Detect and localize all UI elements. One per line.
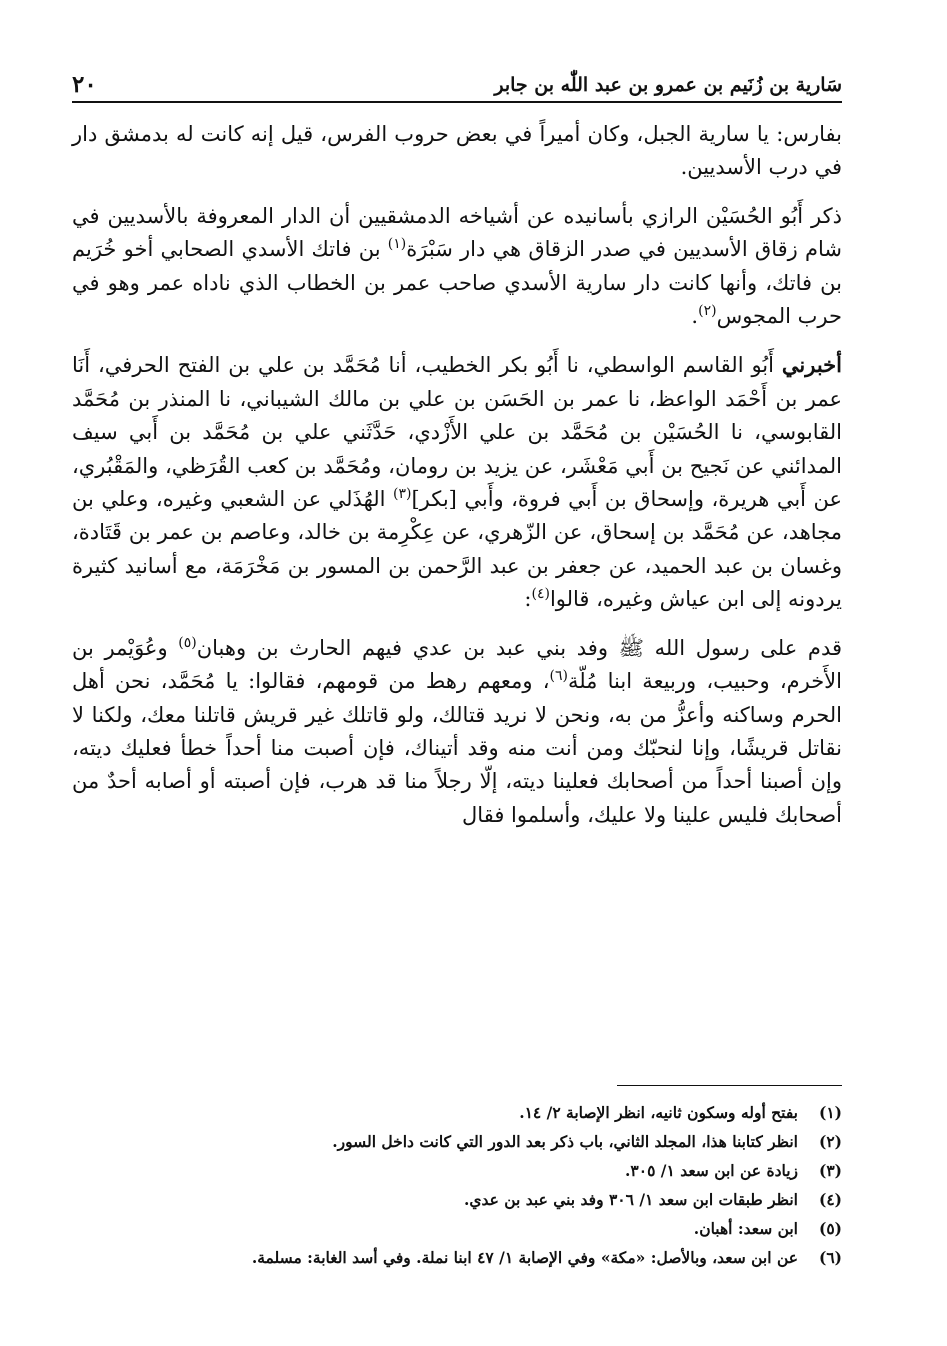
- text-segment: بفارس: يا سارية الجبل، وكان أميراً في بعض حروب الفرس، قيل إنه كانت له بدمشق دار في درب الأسديين.: [72, 122, 842, 180]
- text-segment: ذكر أَبُو الحُسَيْن الرازي بأسانيده عن أشياخه الدمشقيين أن الدار المعروفة بالأسديين في شام زقاق الأسديين في صدر الزقاق هي دار سَبْرَة: [72, 203, 842, 262]
- text-segment: أَبُو القاسم الواسطي، نا أَبُو بكر الخطيب، أنا مُحَمَّد بن علي بن الفتح الحرفي، أَنَا عمر بن أَحْمَد الواعظ، نا عمر بن الحَسَن بن علي بن مالك الشيباني، نا المنذر بن مُحَمَّد القابوسي، نا الحُسَيْن بن مُحَمَّد بن علي الأَزْدي، حَدَّثَني علي بن مُحَمَّد بن أَبي سيف المدائني عن نَجيح بن أَبي مَعْشَر، عن يزيد بن رومان، ومُحَمَّد بن كعب القُرَظي، والمَقْبُري، عن أَبي هريرة، وإسحاق بن أَبي فروة، وأَبي [بكر]: [72, 353, 842, 512]
- footnote-number: (١): [818, 1103, 842, 1122]
- footnote-rule: [617, 1085, 842, 1086]
- text-segment: :: [524, 587, 532, 612]
- footnote-number: (٣): [818, 1161, 842, 1180]
- footnote: [72, 1243, 842, 1272]
- text-segment: وعُوَيْمر بن الأَخرم، وحبيب، وربيعة ابنا مُلّة: [72, 635, 842, 694]
- footnote-text: ابن سعد: أهبان.: [693, 1219, 798, 1238]
- footnote: [72, 1156, 842, 1185]
- footnote-reference: (٦): [549, 668, 568, 685]
- footnote: [72, 1098, 842, 1127]
- main-text: [72, 118, 842, 832]
- footnote-text: عن ابن سعد، وبالأصل: «مكة» وفي الإصابة ١/ ٤٧ ابنا نملة. وفي أسد الغابة: مسلمة.: [251, 1248, 798, 1267]
- running-title: سَارية بن زُنَيم بن عمرو بن عبد اللّٰه بن جابر: [494, 74, 842, 96]
- footnotes: [72, 1098, 842, 1272]
- paragraph-lead-word: أخبرني: [781, 352, 842, 378]
- text-segment: قدم على رسول الله ﷺ وفد بني عبد بن عدي فيهم الحارث بن وهبان: [196, 635, 842, 660]
- header-rule: [72, 101, 842, 103]
- footnote-number: (٦): [818, 1248, 842, 1267]
- footnote: [72, 1127, 842, 1156]
- text-segment: ، ومعهم رهط من قومهم، فقالوا: يا مُحَمَّد، نحن أهل الحرم وساكنه وأعزُّ من به، ونحن لا نريد قتالك، ولو قاتلك غير قريش قاتلنا معك، ولكنا لا نقاتل قريشًا، وإنا لنحبّك ومن أنت منه وقد أتيناك، فإن أصبت منا أحداً خطأ فعليك ديته، وإن أصبنا أحداً من أصحابك فعلينا ديته، إلّا رجلاً منا قد هرب، فإن أصبته أو أصابه أحدٌ من أصحابك فليس علينا ولا عليك، وأسلموا فقال: [72, 669, 842, 827]
- footnote-text: بفتح أوله وسكون ثانيه، انظر الإصابة ٢/ ١٤.: [519, 1103, 798, 1122]
- footnote-reference: (٣): [392, 486, 412, 503]
- footnote: [72, 1214, 842, 1243]
- text-segment: بن فاتك الأسدي الصحابي أخو خُرَيم بن فاتك، وأنها كانت دار سارية الأسدي صاحب عمر بن الخطاب الذي ناداه عمر وهو في حرب المجوس: [72, 237, 842, 329]
- paragraph: [72, 200, 842, 334]
- footnote-number: (٢): [818, 1132, 842, 1151]
- paragraph: [72, 348, 842, 616]
- footnote-number: (٥): [818, 1219, 842, 1238]
- footnote-reference: (٥): [178, 634, 197, 651]
- footnote-number: (٤): [818, 1190, 842, 1209]
- footnote-reference: (٤): [531, 586, 550, 603]
- page-header: [72, 56, 842, 100]
- paragraph: [72, 632, 842, 832]
- footnote-text: انظر طبقات ابن سعد ١/ ٣٠٦ وفد بني عبد بن عدي.: [463, 1190, 798, 1209]
- text-segment: الهُذَلي عن الشعبي وغيره، وعلي بن مجاهد، عن مُحَمَّد بن إسحاق، عن الزّهري، عن عِكْرِمة بن خالد، وعاصم بن عمر بن قَتَادة، وغسان بن عبد الحميد، عن جعفر بن عبد الرَّحمن بن المسور بن مَخْرَمَة، مع أسانيد كثيرة يردونه إلى ابن عياش وغيره، قالوا: [72, 487, 842, 612]
- footnote-reference: (١): [387, 236, 407, 253]
- page-number: ٢٠: [72, 71, 97, 98]
- footnote-text: زيادة عن ابن سعد ١/ ٣٠٥.: [625, 1161, 798, 1180]
- footnote: [72, 1185, 842, 1214]
- footnote-text: انظر كتابنا هذا، المجلد الثاني، باب ذكر بعد الدور التي كانت داخل السور.: [332, 1132, 798, 1151]
- footnote-reference: (٢): [698, 303, 717, 320]
- text-segment: .: [691, 304, 699, 329]
- paragraph: [72, 118, 842, 185]
